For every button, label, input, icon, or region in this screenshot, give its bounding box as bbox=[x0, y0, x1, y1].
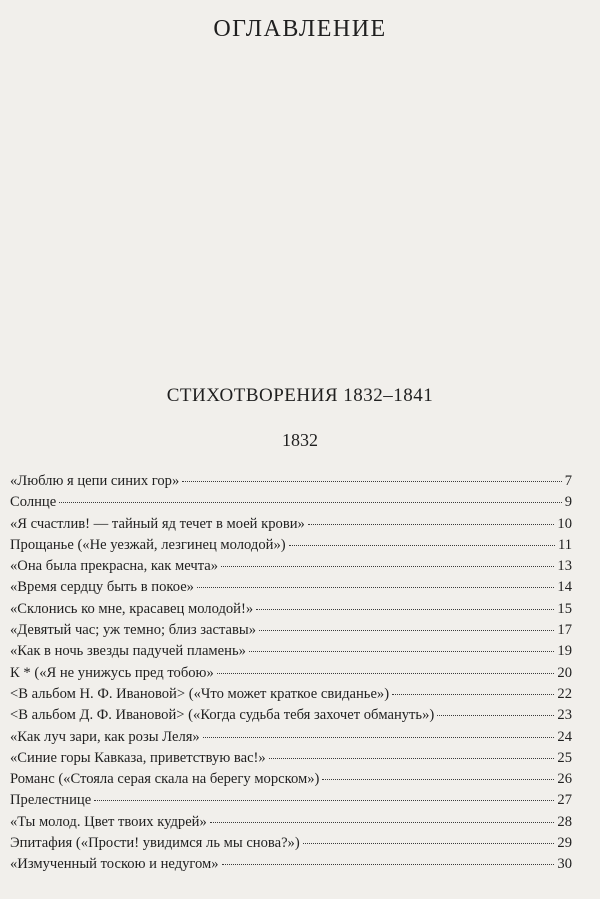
toc-entry-page: 30 bbox=[557, 856, 572, 873]
toc-entry-title: «Ты молод. Цвет твоих кудрей» bbox=[10, 813, 207, 830]
dot-leader bbox=[437, 715, 554, 716]
dot-leader bbox=[259, 630, 554, 631]
toc-entry-title: «Измученный тоскою и недугом» bbox=[10, 856, 219, 873]
toc-entry-title: «Время сердцу быть в покое» bbox=[10, 579, 194, 596]
toc-entry bbox=[10, 769, 572, 790]
toc-entry bbox=[10, 471, 572, 492]
dot-leader bbox=[308, 524, 555, 525]
toc-entry-title: «Склонись ко мне, красавец молодой!» bbox=[10, 600, 254, 617]
toc-entry-page: 22 bbox=[557, 685, 572, 702]
dot-leader bbox=[197, 587, 554, 588]
dot-leader bbox=[249, 651, 555, 652]
dot-leader bbox=[182, 481, 561, 482]
toc-entry-page: 24 bbox=[557, 728, 572, 745]
toc-entry bbox=[10, 854, 572, 875]
toc-entry-title: Прелестнице bbox=[10, 792, 92, 809]
dot-leader bbox=[256, 609, 554, 610]
toc-entry-title: «Девятый час; уж темно; близ заставы» bbox=[10, 622, 257, 639]
toc-entry bbox=[10, 812, 572, 833]
toc-entry-title: «Она была прекрасна, как мечта» bbox=[10, 558, 219, 575]
dot-leader bbox=[392, 694, 554, 695]
dot-leader bbox=[269, 758, 555, 759]
toc-entry-page: 27 bbox=[557, 792, 572, 809]
toc-entry bbox=[10, 556, 572, 577]
toc-entry-title: Эпитафия («Прости! увидимся ль мы снова?») bbox=[10, 835, 300, 852]
toc-entry bbox=[10, 748, 572, 769]
toc-entry bbox=[10, 727, 572, 748]
toc-entry-title: «Синие горы Кавказа, приветствую вас!» bbox=[10, 749, 266, 766]
table-of-contents bbox=[10, 471, 572, 876]
dot-leader bbox=[303, 843, 555, 844]
dot-leader bbox=[221, 566, 554, 567]
dot-leader bbox=[222, 864, 555, 865]
dot-leader bbox=[94, 800, 554, 801]
toc-entry bbox=[10, 620, 572, 641]
dot-leader bbox=[203, 737, 555, 738]
toc-entry-title: Солнце bbox=[10, 494, 57, 511]
toc-entry-page: 9 bbox=[564, 494, 572, 511]
toc-entry-title: «Люблю я цепи синих гор» bbox=[10, 473, 180, 489]
toc-entry-page: 28 bbox=[557, 813, 572, 830]
toc-entry bbox=[10, 790, 572, 811]
toc-entry bbox=[10, 492, 572, 513]
toc-entry-title: «Как в ночь звезды падучей пламень» bbox=[10, 643, 246, 660]
dot-leader bbox=[289, 545, 555, 546]
toc-entry bbox=[10, 705, 572, 726]
dot-leader bbox=[217, 673, 555, 674]
toc-entry-title: «Я счастлив! — тайный яд течет в моей крови» bbox=[10, 515, 305, 532]
toc-entry-page: 14 bbox=[557, 579, 572, 596]
toc-entry bbox=[10, 535, 572, 556]
toc-entry bbox=[10, 599, 572, 620]
toc-entry bbox=[10, 641, 572, 662]
toc-entry-page: 29 bbox=[557, 835, 572, 852]
page-title: ОГЛАВЛЕНИЕ bbox=[213, 16, 387, 42]
toc-entry-page: 20 bbox=[557, 664, 572, 681]
dot-leader bbox=[210, 822, 555, 823]
toc-entry bbox=[10, 514, 572, 535]
toc-entry-page: 25 bbox=[557, 749, 572, 766]
toc-entry bbox=[10, 663, 572, 684]
year-heading: 1832 bbox=[282, 430, 318, 450]
toc-entry-page: 26 bbox=[557, 771, 572, 788]
toc-entry-title: <В альбом Д. Ф. Ивановой> («Когда судьба тебя захочет обмануть») bbox=[10, 707, 435, 724]
toc-entry-page: 13 bbox=[557, 558, 572, 575]
toc-entry-page: 7 bbox=[564, 473, 572, 489]
toc-entry-title: Романс («Стояла серая скала на берегу морском») bbox=[10, 771, 320, 788]
toc-entry-page: 19 bbox=[557, 643, 572, 660]
toc-entry-title: «Как луч зари, как розы Леля» bbox=[10, 728, 200, 745]
toc-entry-page: 10 bbox=[557, 515, 572, 532]
toc-entry-title: Прощанье («Не уезжай, лезгинец молодой») bbox=[10, 536, 286, 553]
toc-entry-page: 15 bbox=[557, 600, 572, 617]
toc-entry-page: 17 bbox=[557, 622, 572, 639]
dot-leader bbox=[322, 779, 554, 780]
toc-entry bbox=[10, 684, 572, 705]
dot-leader bbox=[59, 502, 561, 503]
toc-entry bbox=[10, 833, 572, 854]
toc-entry bbox=[10, 577, 572, 598]
toc-entry-page: 23 bbox=[557, 707, 572, 724]
toc-entry-title: К * («Я не унижусь пред тобою» bbox=[10, 664, 214, 681]
section-title: СТИХОТВОРЕНИЯ 1832–1841 bbox=[166, 385, 434, 406]
toc-entry-page: 11 bbox=[557, 536, 572, 553]
toc-entry-title: <В альбом Н. Ф. Ивановой> («Что может краткое свиданье») bbox=[10, 685, 390, 702]
